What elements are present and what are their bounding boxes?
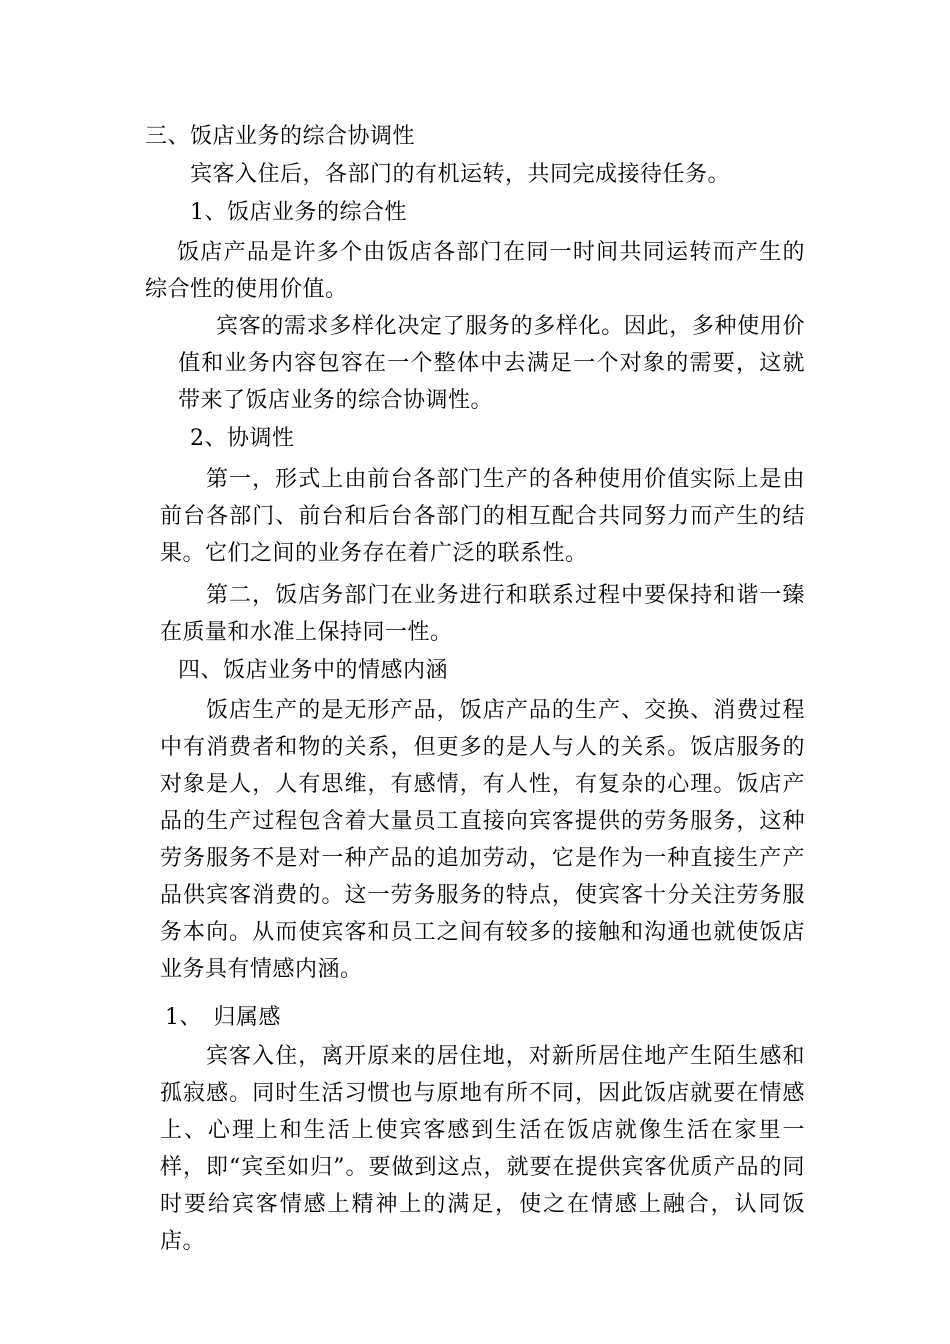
subsection-heading: 1、 归属感 bbox=[165, 1005, 281, 1030]
subsection-heading: 1、饭店业务的综合性 bbox=[190, 200, 407, 225]
paragraph: 第二，饭店务部门在业务进行和联系过程中要保持和谐一臻在质量和水准上保持同一性。 bbox=[160, 583, 805, 645]
section-heading: 三、饭店业务的综合协调性 bbox=[145, 124, 416, 149]
paragraph: 宾客的需求多样化决定了服务的多样化。因此，多种使用价值和业务内容包容在一个整体中去满足一个对象的需要，这就带来了饭店业务的综合协调性。 bbox=[178, 314, 805, 413]
section-intro: 宾客入住后，各部门的有机运转，共同完成接待任务。 bbox=[190, 162, 731, 187]
paragraph: 宾客入住，离开原来的居住地，对新所居住地产生陌生感和孤寂感。同时生活习惯也与原地有所不同，因此饭店就要在情感上、心理上和生活上使宾客感到生活在饭店就像生活在家里一样，即“宾至如归”。要做到这点，就要在提供宾客优质产品的同时要给宾客情感上精神上的满足，使之在情感上融合，认同饭店。 bbox=[160, 1044, 805, 1254]
subsection-heading: 2、协调性 bbox=[190, 426, 295, 451]
section-heading: 四、饭店业务中的情感内涵 bbox=[178, 658, 449, 683]
paragraph: 第一，形式上由前台各部门生产的各种使用价值实际上是由前台各部门、前台和后台各部门的相互配合共同努力而产生的结果。它们之间的业务存在着广泛的联系性。 bbox=[160, 467, 805, 566]
paragraph: 饭店产品是许多个由饭店各部门在同一时间共同运转而产生的综合性的使用价值。 bbox=[145, 240, 805, 302]
paragraph: 饭店生产的是无形产品，饭店产品的生产、交换、消费过程中有消费者和物的关系，但更多的是人与人的关系。饭店服务的对象是人，人有思维，有感情，有人性，有复杂的心理。饭店产品的生产过程包含着大量员工直接向宾客提供的劳务服务，这种劳务服务不是对一种产品的追加劳动，它是作为一种直接生产产品供宾客消费的。这一劳务服务的特点，使宾客十分关注劳务服务本向。从而使宾客和员工之间有较多的接触和沟通也就使饭店业务具有情感内涵。 bbox=[160, 698, 805, 982]
